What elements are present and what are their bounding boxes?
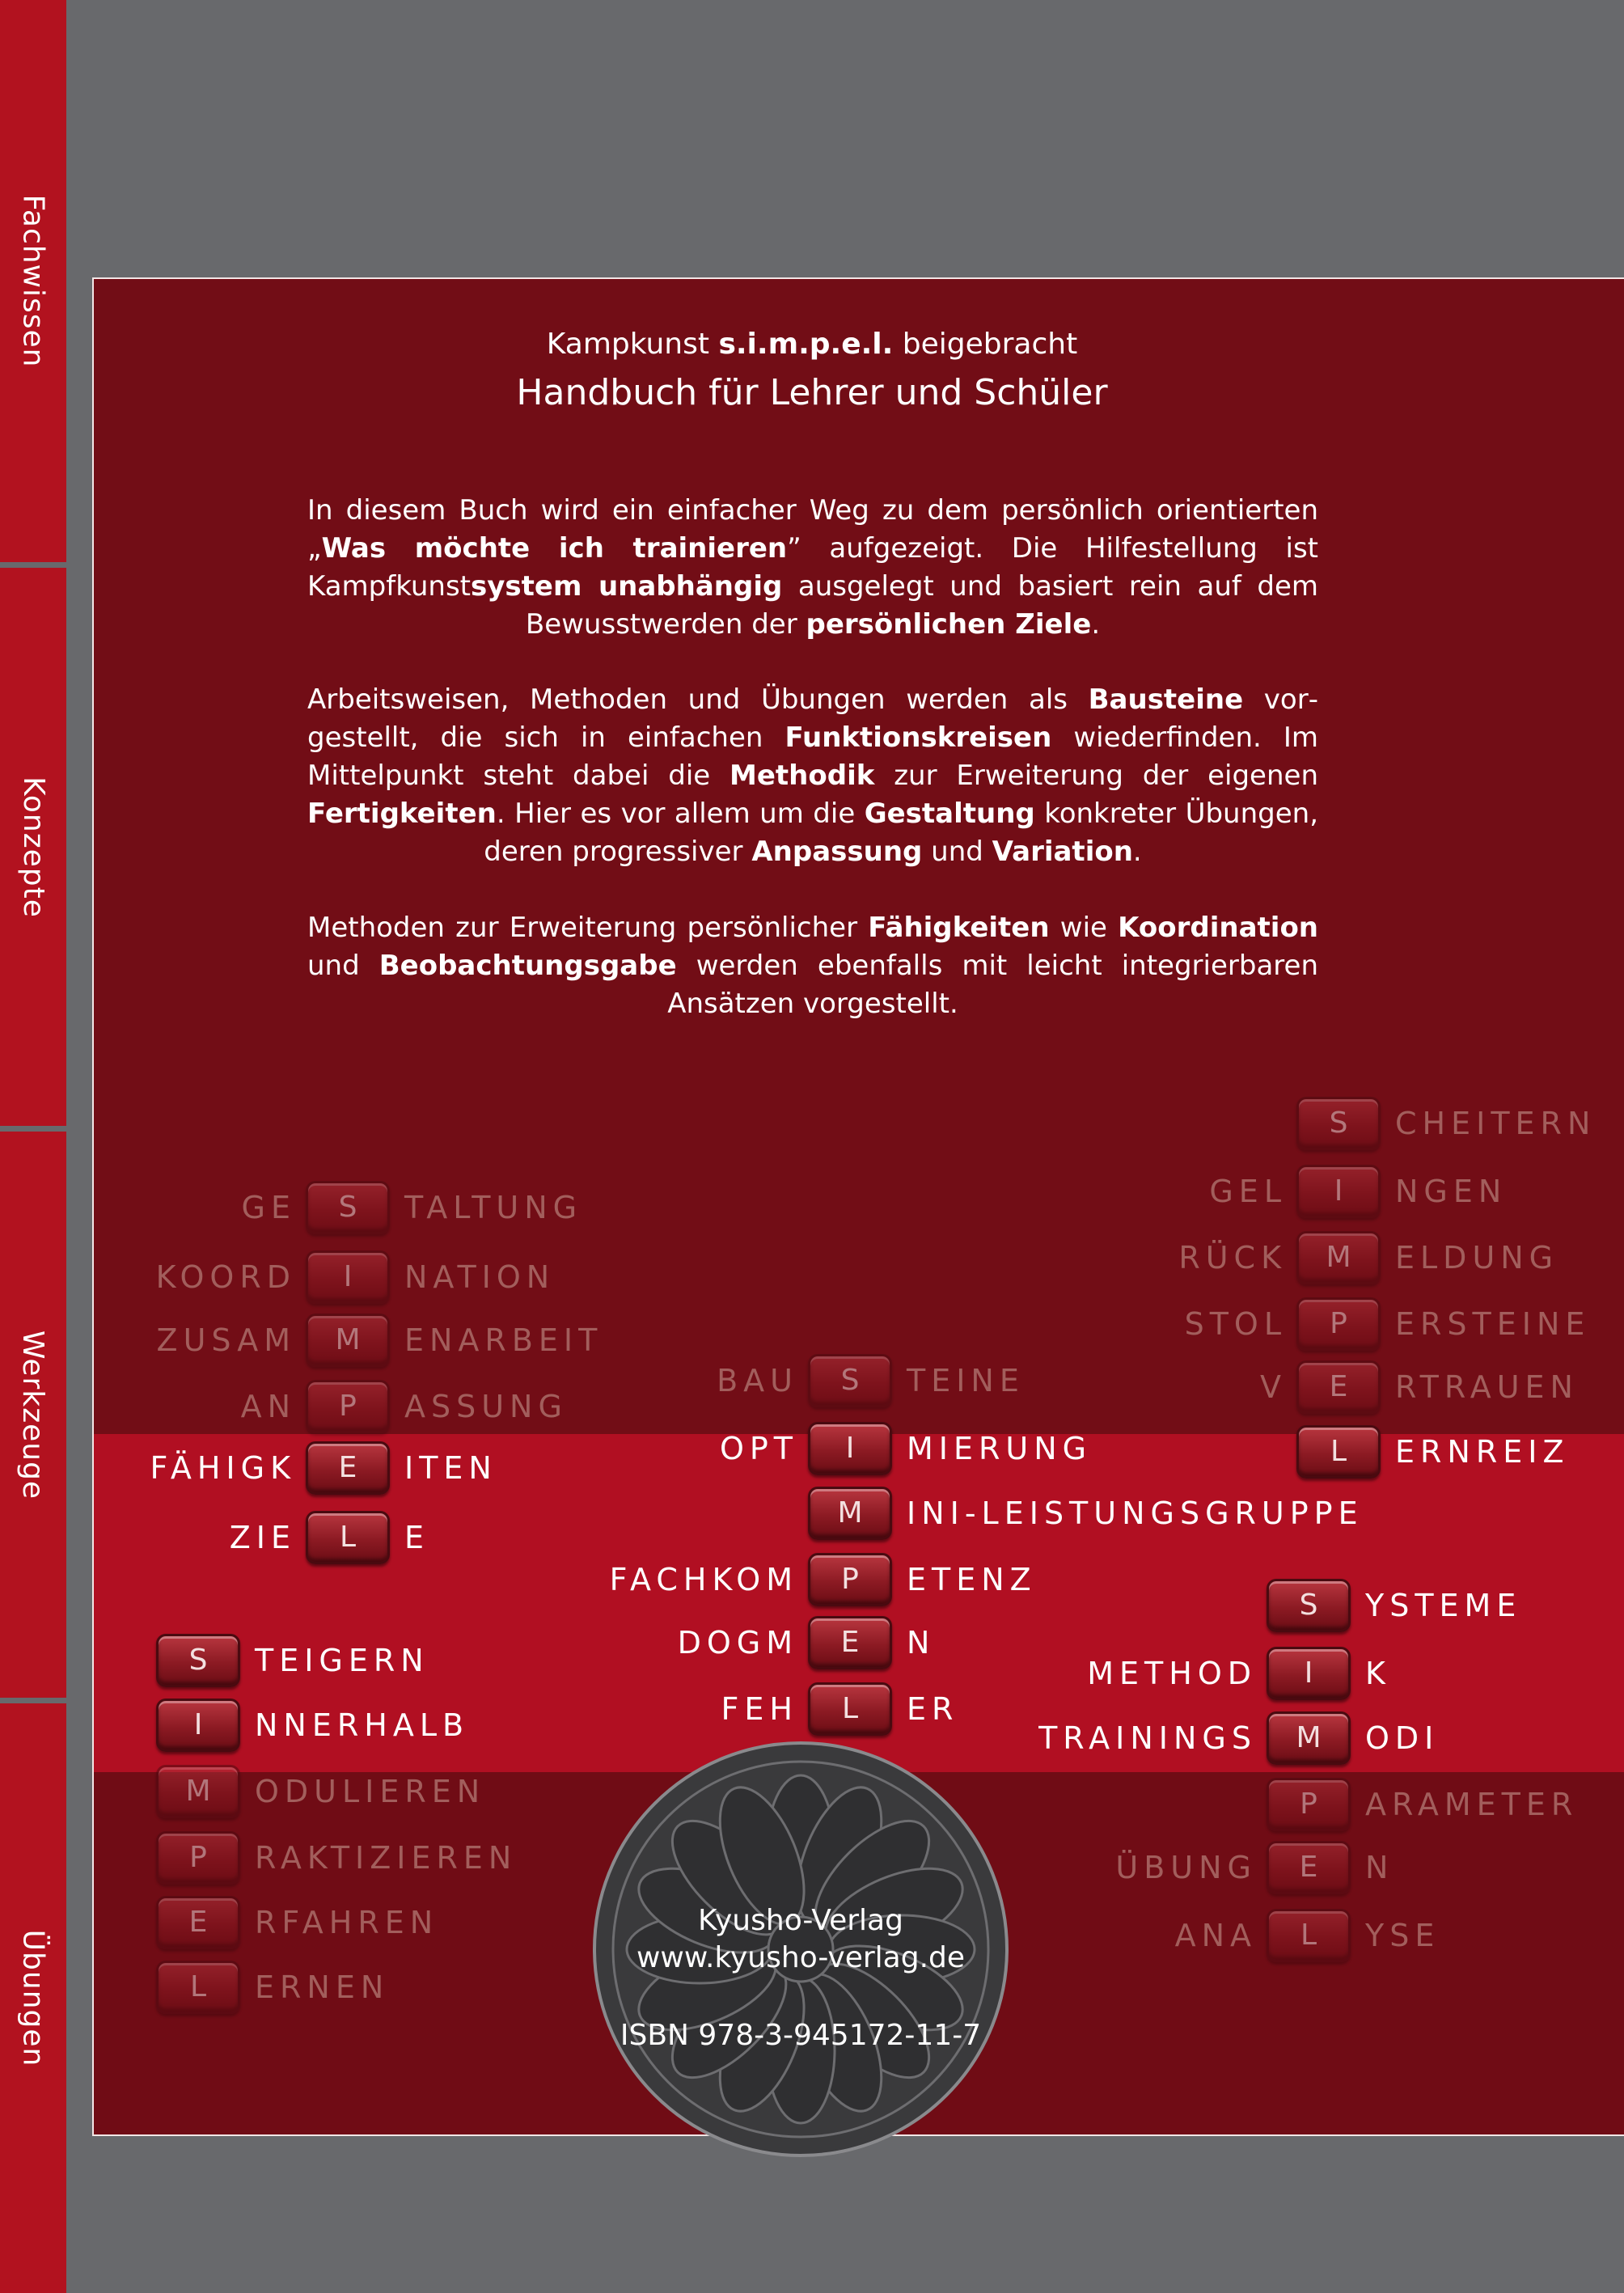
tab-uebungen-label: Übungen — [16, 1929, 50, 2067]
word-suffix: E — [404, 1520, 430, 1555]
word-prefix: TRAININGS — [1038, 1720, 1257, 1756]
word-prefix: ANA — [1174, 1918, 1257, 1953]
word-suffix: ELDUNG — [1395, 1240, 1559, 1276]
word-suffix: ERNREIZ — [1395, 1434, 1570, 1470]
body-text: Methoden zur Erweiterung persönlicher — [307, 912, 869, 944]
emphasis-text: system unabhängig — [471, 570, 783, 603]
letter-key-tile: M — [156, 1765, 240, 1818]
letter-key-tile: E — [1296, 1360, 1381, 1414]
puzzle-row — [0, 1778, 1624, 1831]
letter-key-tile: E — [306, 1441, 390, 1495]
body-text: Arbeitsweisen, Methoden und Übungen werden als — [307, 683, 1089, 716]
word-prefix: DOGM — [677, 1625, 798, 1661]
body-text: ausgelegt und basiert rein auf dem Bewusstwerden der — [525, 570, 1319, 641]
tab-fachwissen-label: Fachwissen — [16, 194, 50, 368]
word-prefix: RÜCK — [1178, 1240, 1287, 1276]
body-text: wie — [1049, 912, 1119, 944]
tab-werkzeuge-label: Werkzeuge — [16, 1330, 50, 1500]
letter-key-tile: I — [306, 1250, 390, 1304]
word-suffix: ENARBEIT — [404, 1322, 603, 1358]
word-suffix: INI-LEISTUNGSGRUPPE — [907, 1496, 1364, 1531]
tab-konzepte-label: Konzepte — [16, 776, 50, 918]
book-title: Handbuch für Lehrer und Schüler — [516, 372, 1108, 413]
word-prefix: KOORD — [155, 1259, 296, 1295]
word-prefix: FEH — [721, 1691, 798, 1727]
puzzle-row — [0, 1360, 1624, 1414]
word-prefix: ZUSAM — [156, 1322, 296, 1358]
body-text: und — [307, 950, 379, 982]
puzzle-row — [0, 1297, 1624, 1351]
word-suffix: TEIGERN — [255, 1643, 429, 1678]
letter-key-tile: L — [1267, 1909, 1351, 1962]
body-text: und — [922, 836, 992, 868]
emphasis-text: Gestaltung — [864, 797, 1035, 830]
word-prefix: ÜBUNG — [1115, 1850, 1257, 1885]
emphasis-text: Beobachtungsgabe — [379, 950, 677, 982]
letter-key-tile: P — [306, 1380, 390, 1433]
publisher-name: Kyusho-Verlag — [698, 1904, 903, 1937]
emphasis-text: Was möchte ich trainieren — [321, 532, 788, 565]
word-suffix: N — [907, 1625, 936, 1661]
puzzle-row — [0, 1579, 1624, 1632]
letter-key-tile: L — [156, 1961, 240, 2014]
puzzle-row — [0, 1165, 1624, 1218]
puzzle-row — [0, 1841, 1624, 1894]
publisher-url[interactable]: www.kyusho-verlag.de — [636, 1941, 966, 1974]
word-suffix: ERSTEINE — [1395, 1306, 1591, 1342]
emphasis-text: Koordination — [1118, 912, 1319, 944]
emphasis-text: Fertigkeiten — [307, 797, 497, 830]
letter-key-tile: S — [1296, 1097, 1381, 1150]
body-text: . Hier es vor allem um die — [496, 797, 865, 830]
emphasis-text: Funktionskreisen — [785, 721, 1052, 754]
word-suffix: RTRAUEN — [1395, 1369, 1579, 1405]
puzzle-row — [0, 1487, 1624, 1540]
body-text: zur Erweiterung der eigenen — [874, 759, 1318, 792]
subtitle: Kampkunst s.i.m.p.e.l. beigebracht — [546, 328, 1078, 361]
letter-key-tile: P — [156, 1831, 240, 1885]
word-prefix: ZIE — [229, 1520, 296, 1555]
letter-key-tile: I — [808, 1422, 892, 1475]
emphasis-text: persönlichen Ziele — [806, 608, 1092, 641]
letter-key-tile: E — [808, 1616, 892, 1669]
tab-konzepte[interactable] — [0, 568, 66, 1126]
word-suffix: YSTEME — [1365, 1588, 1522, 1623]
word-suffix: K — [1365, 1656, 1391, 1691]
letter-key-tile: L — [1296, 1425, 1381, 1479]
letter-key-tile: I — [156, 1699, 240, 1752]
word-suffix: NGEN — [1395, 1174, 1508, 1209]
word-suffix: ODULIEREN — [255, 1774, 486, 1809]
word-suffix: N — [1365, 1850, 1394, 1885]
body-text: werden ebenfalls mit leicht integrierbaren Ansätzen vorgestellt. — [667, 950, 1318, 1020]
word-suffix: NNERHALB — [255, 1707, 470, 1743]
body-text: In diesem Buch wird ein einfacher Weg zu dem persönlich orientierten „ — [307, 494, 1318, 565]
word-suffix: NATION — [404, 1259, 556, 1295]
puzzle-row — [0, 1425, 1624, 1479]
word-suffix: RAKTIZIEREN — [255, 1840, 518, 1876]
puzzle-row — [0, 1711, 1624, 1765]
letter-key-tile: S — [156, 1634, 240, 1687]
letter-key-tile: S — [306, 1181, 390, 1234]
blurb-paragraph-1 — [307, 492, 1318, 644]
emphasis-text: Methodik — [730, 759, 875, 792]
body-text: wiederfinden. Im Mittelpunkt steht dabei die — [307, 721, 1319, 792]
word-suffix: ITEN — [404, 1450, 497, 1486]
emphasis-text: Bausteine — [1088, 683, 1244, 716]
word-prefix: METHOD — [1087, 1656, 1257, 1691]
body-text: . — [1132, 836, 1142, 868]
word-suffix: TEINE — [907, 1363, 1025, 1398]
word-suffix: CHEITERN — [1395, 1106, 1597, 1141]
letter-key-tile: E — [156, 1896, 240, 1949]
letter-key-tile: I — [1267, 1647, 1351, 1700]
emphasis-text: Anpassung — [751, 836, 923, 868]
word-suffix: ODI — [1365, 1720, 1440, 1756]
word-suffix: ERNEN — [255, 1969, 390, 2005]
word-prefix: V — [1260, 1369, 1287, 1405]
word-prefix: FÄHIGK — [150, 1450, 296, 1486]
letter-key-tile: I — [1296, 1165, 1381, 1218]
word-suffix: ARAMETER — [1365, 1787, 1579, 1822]
puzzle-row — [0, 1231, 1624, 1284]
word-suffix: TALTUNG — [404, 1190, 583, 1225]
word-prefix: GE — [241, 1190, 296, 1225]
word-suffix: YSE — [1365, 1918, 1440, 1953]
word-suffix: MIERUNG — [907, 1431, 1093, 1466]
letter-key-tile: P — [808, 1553, 892, 1606]
isbn: ISBN 978-3-945172-11-7 — [620, 2019, 982, 2052]
letter-key-tile: M — [808, 1487, 892, 1540]
publisher-block — [590, 1902, 1011, 1977]
puzzle-row — [0, 1647, 1624, 1700]
letter-key-tile: L — [306, 1511, 390, 1564]
blurb-paragraph-3 — [307, 909, 1318, 1023]
word-prefix: OPT — [719, 1431, 798, 1466]
word-suffix: ASSUNG — [404, 1389, 568, 1424]
tab-fachwissen[interactable] — [0, 0, 66, 562]
letter-key-tile: S — [1267, 1579, 1351, 1632]
letter-key-tile: M — [1296, 1231, 1381, 1284]
body-text: konkreter Übungen, deren progressiver — [484, 797, 1318, 868]
letter-key-tile: L — [808, 1682, 892, 1736]
letter-key-tile: E — [1267, 1841, 1351, 1894]
word-prefix: GEL — [1209, 1174, 1287, 1209]
word-suffix: ER — [907, 1691, 959, 1727]
blurb-paragraph-2 — [307, 681, 1318, 871]
letter-key-tile: P — [1296, 1297, 1381, 1351]
word-prefix: BAU — [717, 1363, 798, 1398]
word-suffix: ETENZ — [907, 1562, 1037, 1597]
letter-key-tile: M — [306, 1314, 390, 1367]
body-text: vorgestellt, die sich in einfachen — [307, 683, 1318, 754]
body-text: ” aufgezeigt. Die Hilfestellung ist Kampfkunst — [307, 532, 1318, 603]
word-suffix: RFAHREN — [255, 1905, 439, 1940]
letter-key-tile: P — [1267, 1778, 1351, 1831]
word-prefix: STOL — [1184, 1306, 1287, 1342]
emphasis-text: Variation — [992, 836, 1133, 868]
word-prefix: FACHKOM — [609, 1562, 798, 1597]
letter-key-tile: M — [1267, 1711, 1351, 1765]
body-text: . — [1091, 608, 1101, 641]
word-prefix: AN — [240, 1389, 296, 1424]
emphasis-text: Fähigkeiten — [868, 912, 1050, 944]
letter-key-tile: S — [808, 1354, 892, 1407]
puzzle-row — [0, 1097, 1624, 1150]
